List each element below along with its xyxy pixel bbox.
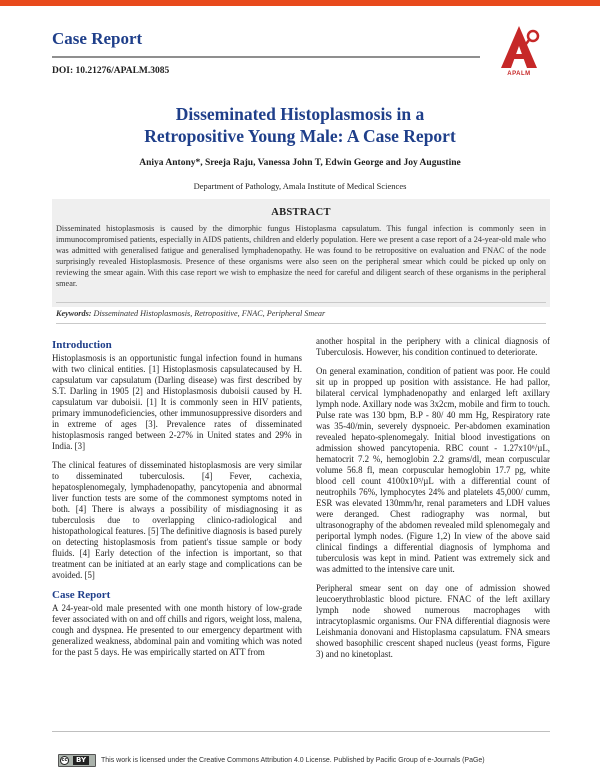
case-paragraph-continued: another hospital in the periphery with a clinical diagnosis of Tuberculosis. However, his condition continued to deteriorate. — [316, 336, 550, 357]
keywords-line — [56, 309, 546, 318]
keywords-label: Keywords: — [56, 309, 92, 318]
abstract-heading: ABSTRACT — [271, 207, 331, 218]
abstract-divider — [56, 302, 546, 303]
case-paragraph-1: A 24-year-old male presented with one month history of low-grade fever associated with on and off chills and rigors, weight loss, malena, cough and dyspnea. He presented to our emergency department with generalized weakness, abdominal pain and vomiting which was noted for the past 5 days. He was empirically started on ATT from — [52, 603, 302, 657]
case-report-heading: Case Report — [52, 589, 111, 601]
footer-divider — [52, 731, 550, 732]
title-line-2: Retropositive Young Male: A Case Report — [144, 126, 456, 146]
right-column — [316, 336, 550, 668]
keywords-divider — [56, 323, 546, 324]
top-accent-bar — [0, 0, 600, 6]
keywords-value: Disseminated Histoplasmosis, Retropositive, FNAC, Peripheral Smear — [93, 309, 326, 318]
cc-circle-icon: cc — [61, 757, 68, 763]
smear-paragraph: Peripheral smear sent on day one of admission showed leucoerythroblastic blood picture. FNAC of the left axillary lymph node showed numerous macrophages with intracytoplasmic organisms. Our FNA differential diagnosis were Leishmania donovani and Histoplasma capsulatum. FNA smears showed basophilic crescent shaped nucleus (yeast forms, Figure 3) and no kinetoplast. — [316, 583, 550, 659]
cc-license-icon[interactable] — [58, 754, 96, 767]
abstract-body: Disseminated histoplasmosis is caused by the dimorphic fungus Histoplasma capsulatum. This fungal infection is commonly seen in immunocompromised patients, especially in AIDS patients, children and elderly population. Here we present a case report of a 24-year-old male who was admitted with generalised fatigue and generalised lymphadenopathy. He was found to be retropositive on evaluation and FNAC of the node surprisingly revealed Histoplasmosis. Presence of these organisms were also seen on the peripheral smear which could be picked up only on reviewing the smear again. With this case report we wish to emphasize the need for careful and diligent search of these organisms in the peripheral smear. — [56, 224, 546, 288]
journal-logo-label: APALM — [507, 71, 531, 77]
examination-paragraph: On general examination, condition of patient was poor. He could sit up in propped up position with assistance. He had pallor, bilateral cervical lymphadenopathy and enlarged left axillary lymph node. Axillary node was 3x2cm, mobile and firm to touch. Pulse rate was 130 bpm, B.P - 80/ 40 mm Hg, Respiratory rate was 35-40/min, severely dyspnoeic. Per-abdomen examination revealed hepato-splenomegaly. Initial blood investigations on admission showed pancytopenia. RBC count - 1.27x10⁶/µL, hematocrit 7.2 %, hemoglobin 2.2 grams/dl, mean corpuscular volume 56.8 fl, mean corpuscular hemoglobin 17.7 pg, white blood cell count 4100x10³/µL with a differential count of neutrophils 76%, lymphocytes 24% and platelets 45,000/ cumm, ESR was elevated 130mm/hr, renal parameters and LDH values were deranged. Chest radiography was normal, but ultrasonography of the abdomen revealed mild splenomegaly and periportal lymph nodes. (Figure 1,2) In view of the above said clinical findings a differential diagnosis of lymphoma and tuberculosis was kept in mind. Patient was extremely sick and was admitted to the intensive care unit. — [316, 366, 550, 574]
section-label: Case Report — [52, 29, 143, 48]
license-statement: This work is licensed under the Creative Commons Attribution 4.0 License. Published by Pacific Group of e-Journals (PaGe) — [101, 757, 485, 764]
intro-paragraph-1: Histoplasmosis is an opportunistic fungal infection found in humans with two clinical entities. [1] Histoplasmosis capsulatecaused by H. capsulatum var capsulatum (Darling disease) was first described by S.T. Darling in 1905 [2] and Histoplasmosis duboisii caused by H. capsulatum var duboisii. [1] It is commonly seen in HIV patients, primary immunodeficiencies, other immunosuppressive disorders and in extreme of ages [3]. Prevalence rates of disseminated histoplasmosis ranged between 2-27% in United states and 29% in India. [3] — [52, 353, 302, 451]
introduction-heading: Introduction — [52, 339, 112, 351]
journal-logo-icon — [489, 22, 549, 77]
article-title — [60, 103, 540, 147]
left-column — [52, 339, 302, 666]
intro-paragraph-2: The clinical features of disseminated histoplasmosis are very similar to disseminated tuberculosis. [4] Fever, cachexia, hepatosplenomegaly, lymphadenopathy, pancytopenia and abnormal liver function tests are some of the commonest symptoms noted in both. [4] There is always a possibility of misdiagnosing it as tuberculosis due to overlapping clinico-radiological and histopathological features. [5] The definitive diagnosis is based purely on detecting histoplasmosis from patient's tissue sample or body fluids. [4] Early detection of the infection is important, so that treatment can be initiated at an early stage and complications can be avoided. [5] — [52, 460, 302, 580]
doi-text: DOI: 10.21276/APALM.3085 — [52, 66, 170, 76]
header-divider — [52, 56, 480, 58]
cc-by-label: BY — [73, 756, 89, 765]
author-list: Aniya Antony*, Sreeja Raju, Vanessa John T, Edwin George and Joy Augustine — [139, 158, 461, 168]
affiliation: Department of Pathology, Amala Institute of Medical Sciences — [193, 181, 407, 191]
title-line-1: Disseminated Histoplasmosis in a — [175, 104, 425, 124]
